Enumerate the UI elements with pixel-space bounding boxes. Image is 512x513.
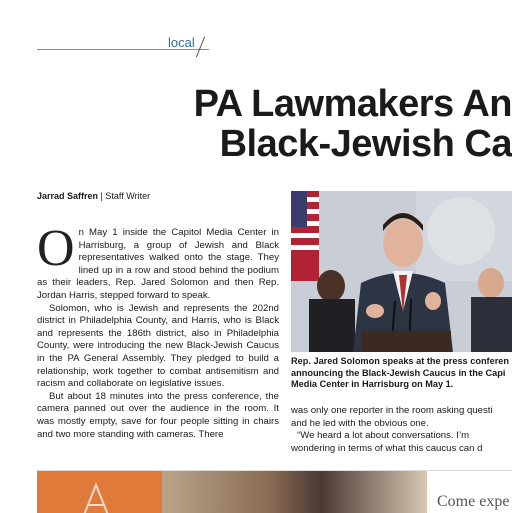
byline-author: Jarrad Saffren [37,191,99,201]
caption-line: Media Center in Harrisburg on May 1. [291,379,454,389]
article-paragraph: But about 18 minutes into the press conference, the camera panned out over the audience in the room. It was mostly empty, save for four people sitting in chairs and two more standing with cameras. There [37,390,279,440]
advertisement[interactable] [37,470,512,513]
article-line: was only one reporter in the room asking questi [291,405,493,416]
section-label[interactable]: local [168,35,195,50]
headline-line-2: Black-Jewish Ca [219,123,512,164]
section-slash [196,37,205,58]
article-line: and he led with the obvious one. [291,417,429,429]
article-column-2 [291,405,512,455]
ad-text: Come expe [437,493,510,510]
byline-role: Staff Writer [105,191,151,201]
drop-cap: O [37,220,75,277]
article-line: “We heard a lot about conversations. I’m [297,430,470,442]
ad-logo-icon [80,481,112,513]
ad-orange-panel [37,471,162,513]
caption-line: announcing the Black-Jewish Caucus in the Capi [291,367,506,378]
press-conference-photo [291,191,512,352]
article-paragraph: Solomon, who is Jewish and represents the 202nd district in Philadelphia County, and Harris, who is Black and represents the 186th district, also in Philadelphia County, were introducing the new Black-Jewish Caucus in the PA General Assembly. They pledged to build a relationship, work together to combat antisemitism and racism and collaborate on legislative issues. [37,302,279,390]
ad-photo [162,471,427,513]
photo-caption [291,356,512,391]
article-column-1 [37,220,279,441]
article-paragraph: On May 1 inside the Capitol Media Center in Harrisburg, a group of Jewish and Black representatives walked onto the stage. They lined up in a row and stood behind the podium as their leaders, Rep. Jared Solomon and then Rep. Jordan Harris, stepped forward to speak. [37,220,279,301]
headline-line-1: PA Lawmakers An [193,84,512,125]
byline-separator: | [100,191,106,201]
byline [37,191,150,201]
caption-line: Rep. Jared Solomon speaks at the press conferen [291,356,510,366]
headline [112,84,512,164]
article-line: wondering in terms of what this caucus can d [291,442,483,454]
press-conference-illustration [291,191,512,352]
